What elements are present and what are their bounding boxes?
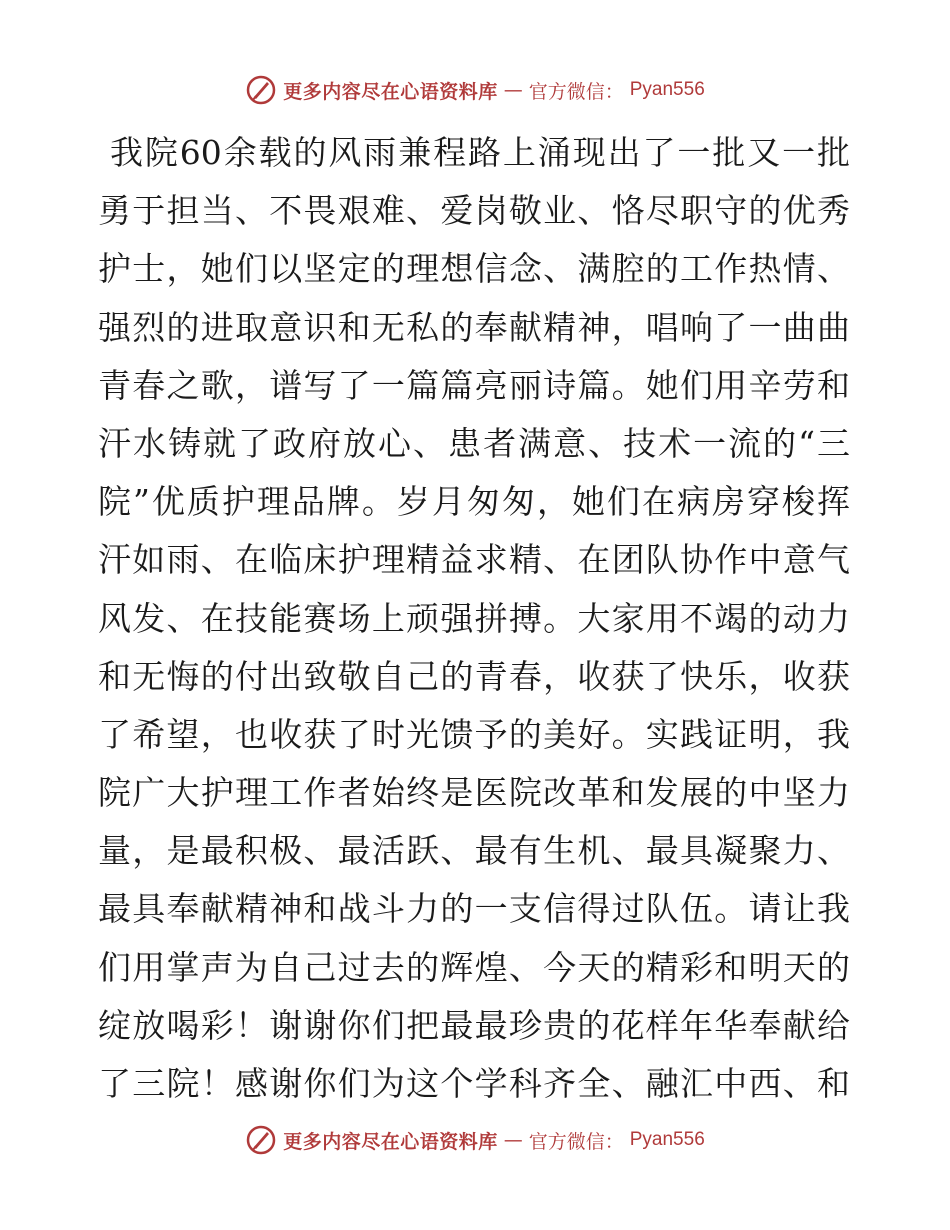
watermark-sub-text: 官方微信： [528,1130,624,1153]
text-line: 我院60余载的风雨兼程路上涌现出了一批又一批 [110,133,850,172]
text-line: 汗水铸就了政府放心、患者满意、技术一流的“三 [98,423,850,463]
text-line: 了希望，也收获了时光馈予的美好。实践证明，我 [98,714,850,754]
text-line: 绽放喝彩！谢谢你们把最最珍贵的花样年华奉献给 [98,1005,850,1045]
text-line: 风发、在技能赛场上顽强拼搏。大家用不竭的动力 [98,598,850,638]
text-line: 量，是最积极、最活跃、最有生机、最具凝聚力、 [98,831,850,871]
text-line: 勇于担当、不畏艰难、爱岗敬业、恪尽职守的优秀 [98,191,850,231]
text-line: 汗如雨、在临床护理精益求精、在团队协作中意气 [98,540,850,580]
text-line: 们用掌声为自己过去的辉煌、今天的精彩和明天的 [98,947,850,987]
watermark-main-text: 更多内容尽在心语资料库 [283,1130,498,1153]
text-line: 护士，她们以坚定的理想信念、满腔的工作热情、 [98,249,850,289]
watermark-main-text: 更多内容尽在心语资料库 [283,80,498,103]
text-line: 院广大护理工作者始终是医院改革和发展的中坚力 [98,773,850,813]
text-line: 最具奉献精神和战斗力的一支信得过队伍。请让我 [98,889,850,929]
watermark-dash: — [503,1129,523,1151]
watermark-wechat-id: Pyan556 [629,1129,705,1150]
text-line: 院”优质护理品牌。岁月匆匆，她们在病房穿梭挥 [98,482,850,522]
header-watermark [0,70,950,110]
watermark-wechat-id: Pyan556 [629,79,705,100]
watermark-dash: — [503,79,523,101]
watermark-sub-text: 官方微信： [528,80,624,103]
text-line: 强烈的进取意识和无私的奉献精神，唱响了一曲曲 [98,307,850,347]
text-line: 和无悔的付出致敬自己的青春，收获了快乐，收获 [98,656,850,696]
feather-quill-icon [245,1124,277,1156]
text-line: 青春之歌，谱写了一篇篇亮丽诗篇。她们用辛劳和 [98,365,850,405]
document-body [98,124,850,1113]
text-line: 了三院！感谢你们为这个学科齐全、融汇中西、和 [98,1064,850,1103]
feather-quill-icon [245,74,277,106]
footer-watermark [0,1120,950,1160]
